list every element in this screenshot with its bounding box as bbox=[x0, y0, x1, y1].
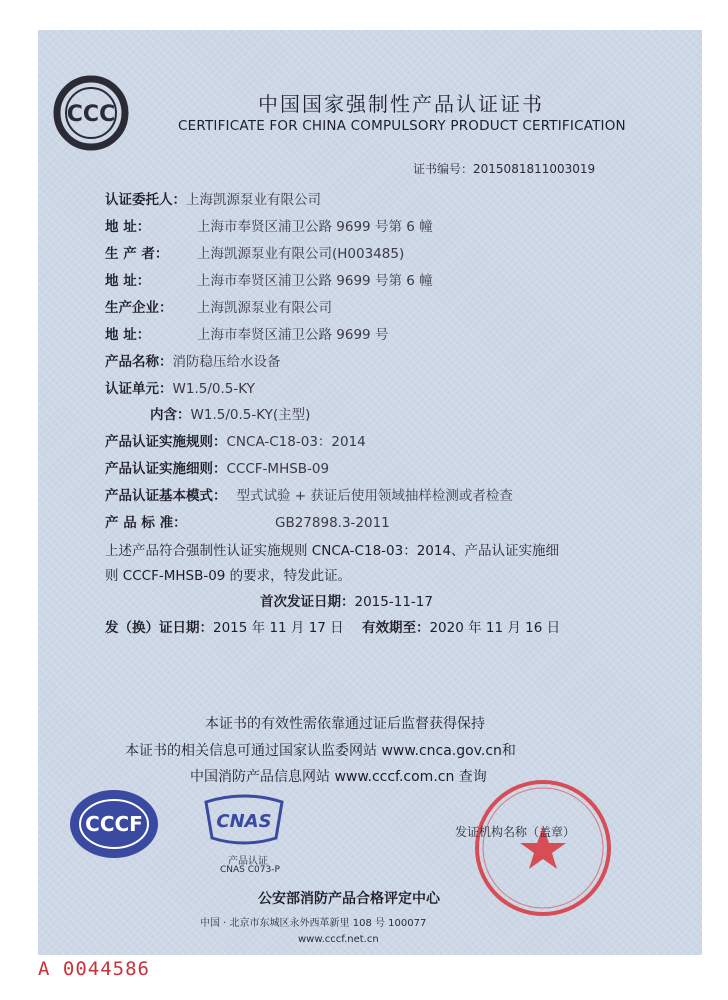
detail-label: 产品认证实施细则： bbox=[105, 461, 227, 477]
manufacturer-label: 生 产 者： bbox=[105, 246, 169, 262]
unit-row bbox=[105, 377, 255, 397]
statement-line2: 则 CCCF-MHSB-09 的要求，特发此证。 bbox=[105, 568, 352, 584]
product-row bbox=[105, 350, 281, 370]
statement-line1: 上述产品符合强制性认证实施规则 CNCA-C18-03：2014、产品认证实施细 bbox=[105, 543, 560, 559]
issuing-organization: 公安部消防产品合格评定中心 bbox=[258, 891, 440, 907]
serial-number: A 0044586 bbox=[38, 958, 150, 980]
mode-row bbox=[105, 484, 513, 504]
includes-label: 内含： bbox=[150, 407, 191, 423]
address1-label: 地 址： bbox=[105, 219, 151, 235]
address2-row bbox=[105, 269, 433, 289]
title-chinese: 中国国家强制性产品认证证书 bbox=[258, 92, 544, 116]
first-issue-value: 2015-11-17 bbox=[354, 594, 433, 610]
unit-label: 认证单元： bbox=[105, 381, 173, 397]
cnas-sub1: 产品认证 bbox=[228, 856, 268, 867]
includes-row bbox=[150, 403, 310, 423]
includes-value: W1.5/0.5-KY(主型) bbox=[190, 407, 311, 423]
cert-no-value: 2015081811003019 bbox=[473, 162, 596, 176]
rule-value: CNCA-C18-03：2014 bbox=[226, 434, 366, 450]
address1-value: 上海市奉贤区浦卫公路 9699 号第 6 幢 bbox=[197, 219, 433, 235]
product-value: 消防稳压给水设备 bbox=[172, 354, 281, 370]
applicant-label: 认证委托人： bbox=[105, 192, 186, 208]
ccc-logo-text: CCC bbox=[66, 102, 116, 127]
address3-row bbox=[105, 323, 388, 343]
valid-label: 有效期至： bbox=[361, 620, 430, 636]
first-issue-label: 首次发证日期： bbox=[260, 594, 355, 610]
manufacturer-value: 上海凯源泵业有限公司(H003485) bbox=[197, 246, 405, 262]
address2-label: 地 址： bbox=[105, 273, 151, 289]
address2-value: 上海市奉贤区浦卫公路 9699 号第 6 幢 bbox=[197, 273, 433, 289]
factory-label: 生产企业： bbox=[105, 300, 173, 316]
rule-label: 产品认证实施规则： bbox=[105, 434, 227, 450]
cccf-logo-icon bbox=[66, 786, 162, 862]
standard-label: 产 品 标 准： bbox=[105, 515, 187, 531]
standard-row bbox=[105, 511, 390, 531]
product-label: 产品名称： bbox=[105, 354, 173, 370]
unit-value: W1.5/0.5-KY bbox=[172, 381, 255, 397]
applicant-row bbox=[105, 188, 321, 208]
valid-value: 2020 年 11 月 16 日 bbox=[429, 620, 561, 636]
applicant-value: 上海凯源泵业有限公司 bbox=[186, 192, 321, 208]
issuing-website: www.cccf.net.cn bbox=[298, 934, 379, 945]
issuing-address: 中国 · 北京市东城区永外西革新里 108 号 100077 bbox=[200, 918, 427, 929]
rule-row bbox=[105, 430, 366, 450]
seal-caption: 发证机构名称（盖章） bbox=[455, 825, 576, 839]
factory-value: 上海凯源泵业有限公司 bbox=[197, 300, 332, 316]
address3-label: 地 址： bbox=[105, 327, 151, 343]
issue-label: 发（换）证日期： bbox=[105, 620, 213, 636]
detail-row bbox=[105, 457, 329, 477]
manufacturer-row bbox=[105, 242, 404, 262]
certificate-number bbox=[413, 160, 595, 177]
issue-value: 2015 年 11 月 17 日 bbox=[213, 620, 344, 636]
address1-row bbox=[105, 215, 433, 235]
standard-value: GB27898.3-2011 bbox=[275, 515, 390, 531]
detail-value: CCCF-MHSB-09 bbox=[226, 461, 330, 477]
cnas-logo-text: CNAS bbox=[216, 811, 272, 832]
address3-value: 上海市奉贤区浦卫公路 9699 号 bbox=[197, 327, 389, 343]
footer-line2: 本证书的相关信息可通过国家认监委网站 www.cnca.gov.cn和 bbox=[125, 743, 516, 759]
cnas-sub2: CNAS C073-P bbox=[220, 865, 280, 875]
footer-line1: 本证书的有效性需依靠通过证后监督获得保持 bbox=[205, 716, 485, 732]
mode-value: 型式试验 + 获证后使用领域抽样检测或者检查 bbox=[236, 488, 513, 504]
title-english: CERTIFICATE FOR CHINA COMPULSORY PRODUCT CERTIFICATION bbox=[178, 118, 626, 134]
mode-label: 产品认证基本模式： bbox=[105, 488, 227, 504]
ccc-logo-icon bbox=[48, 70, 134, 156]
factory-row bbox=[105, 296, 332, 316]
footer-line3: 中国消防产品信息网站 www.cccf.com.cn 查询 bbox=[190, 769, 487, 785]
cccf-logo-text: CCCF bbox=[85, 812, 143, 836]
issue-date-row bbox=[105, 616, 560, 636]
first-issue-date bbox=[260, 590, 433, 610]
cert-no-label: 证书编号： bbox=[413, 162, 474, 176]
official-seal-icon bbox=[470, 775, 616, 921]
cnas-logo-icon bbox=[196, 792, 292, 848]
